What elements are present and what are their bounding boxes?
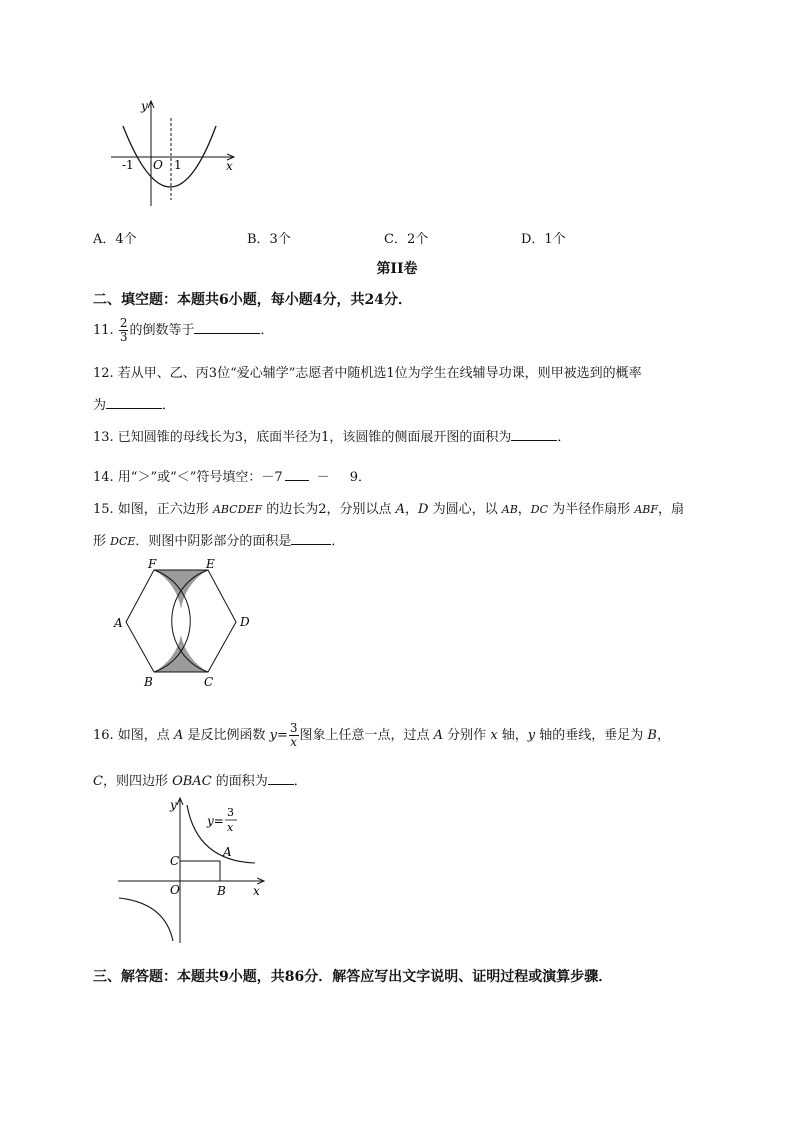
option-a: A．4个: [93, 232, 137, 247]
vertex-b-label: B: [144, 675, 153, 689]
hexagon-figure: [108, 556, 258, 692]
vertex-a-label: A: [114, 616, 123, 630]
vertex-f-label: F: [148, 557, 157, 571]
q14-answer-blank[interactable]: [285, 468, 309, 481]
origin-label: O: [153, 158, 163, 172]
label-one: 1: [174, 158, 182, 172]
question-16-line2: C，则四边形 OBAC 的面积为 ．: [93, 774, 307, 789]
q11-fraction: $\frac{2}{3}$: [119, 316, 128, 344]
point-a-label: A: [223, 845, 232, 859]
option-d: D．1个: [521, 232, 566, 247]
origin-label: O: [170, 883, 180, 897]
section2-header: 二、填空题：本题共6小题，每小题4分，共24分．: [93, 292, 412, 308]
question-12-line1: 12. 若从甲、乙、丙3位“爱心辅学”志愿者中随机选1位为学生在线辅导功课，则甲被选到的概率: [93, 366, 642, 381]
question-15-line1: 15. 如图，正六边形 ABCDEF 的边长为2，分别以点 A，D 为圆心，以 AB，DC 为半径作扇形 ABF，扇: [93, 502, 684, 517]
vertex-e-label: E: [206, 557, 215, 571]
point-c-label: C: [170, 854, 180, 868]
q16-answer-blank[interactable]: [268, 772, 294, 785]
option-c: C．2个: [384, 232, 429, 247]
question-12-line2: 为 ．: [93, 398, 176, 413]
question-15-line2: 形 DCE．则图中阴影部分的面积是 ．: [93, 534, 345, 549]
question-16-line1: 16. 如图，点 A 是反比例函数 y= $\frac{3}{x}$ 图象上任意一点，过点 A 分别作 x 轴，y 轴的垂线，垂足为 B，: [93, 721, 670, 749]
y-axis-label: y: [170, 798, 177, 812]
hyperbola-q3-branch: [119, 898, 173, 941]
x-axis-label: x: [253, 884, 260, 898]
question-11: 11. $\frac{2}{3}$ 的倒数等于 ．: [93, 316, 274, 344]
point-b-label: B: [217, 884, 226, 898]
q12-answer-blank[interactable]: [106, 396, 162, 409]
label-neg-one: -1: [122, 158, 134, 172]
inverse-function-graph: [115, 795, 270, 947]
shaded-region-bottom: [154, 635, 208, 672]
q11-answer-blank[interactable]: [194, 321, 260, 334]
rectangle-obac: [180, 861, 220, 881]
option-b: B．3个: [247, 232, 291, 247]
y-axis-label: y: [141, 99, 148, 113]
vertex-c-label: C: [204, 675, 214, 689]
equation-num: 3: [227, 806, 234, 819]
parabola-graph: [108, 98, 240, 210]
q15-answer-blank[interactable]: [291, 532, 331, 545]
vertex-d-label: D: [240, 615, 250, 629]
question-13: 13. 已知圆锥的母线长为3，底面半径为1，该圆锥的侧面展开图的面积为 ．: [93, 430, 571, 445]
equation-den: x: [227, 821, 234, 834]
shaded-region-top: [154, 570, 208, 609]
question-14: 14. 用“＞”或“＜”符号填空：－7 － 9．: [93, 470, 371, 485]
equation-y-eq: y=: [207, 814, 224, 828]
x-axis-label: x: [226, 159, 233, 173]
q13-answer-blank[interactable]: [511, 428, 557, 441]
q16-fraction: $\frac{3}{x}$: [289, 721, 298, 749]
section3-header: 三、解答题：本题共9小题，共86分．解答应写出文字说明、证明过程或演算步骤．: [93, 969, 613, 985]
section2-title: 第II卷: [376, 261, 418, 277]
